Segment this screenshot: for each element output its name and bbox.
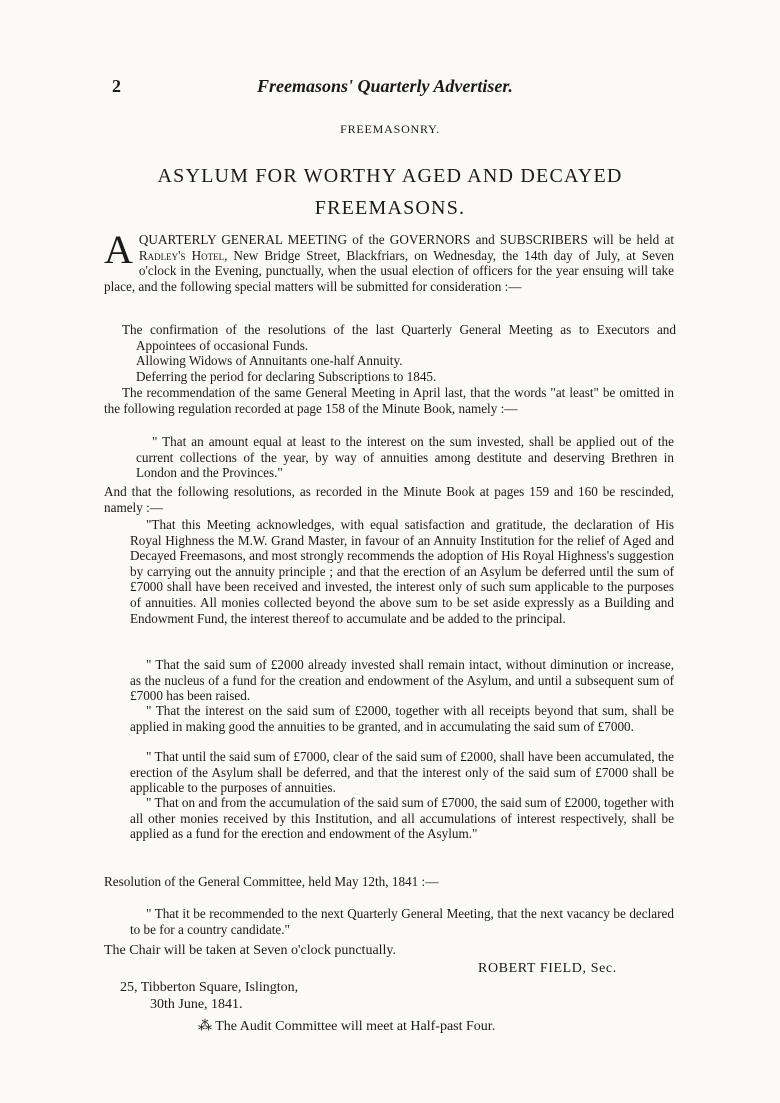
quote-regulation: " That an amount equal at least to the interest on the sum invested, shall be applied out of the current collections of the year, by way of annuities among destitute and deserving Brethren in London and the Provinces." bbox=[136, 434, 674, 481]
matter-1: The confirmation of the resolutions of the last Quarterly General Meeting as to Executors and Appointees of occasional Funds. bbox=[122, 322, 676, 353]
intro-text-2: , New Bridge Street, Blackfriars, on Wednesday, the 14th day of July, at Seven o'clock in the Evening, punctually, when the usual election of officers for the year ensuing will take place, and the following special matters will be submitted for consideration :— bbox=[104, 247, 675, 294]
title-line-2: FREEMASONS. bbox=[314, 197, 466, 219]
page-number: 2 bbox=[112, 76, 121, 96]
signature: ROBERT FIELD, Sec. bbox=[478, 961, 617, 976]
section-label: FREEMASONRY. bbox=[340, 122, 440, 136]
address: 25, Tibberton Square, Islington, bbox=[120, 980, 299, 995]
quote-country-candidate: " That it be recommended to the next Quarterly General Meeting, that the next vacancy be declared to be for a country candidate." bbox=[130, 906, 674, 937]
resolution-1: "That this Meeting acknowledges, with equal satisfaction and gratitude, the declaration of His Royal Highness the M.W. Grand Master, in favour of an Annuity Institution for the relief of Aged and Decayed Freemasons, and most strongly recommends the adoption of His Royal Highness's suggestion by carrying out the annuity principle ; and that the erection of an Asylum be deferred until the sum of £7000 shall have been received and invested, the interest only of such sum applicable to the purposes of annuities. All monies collected beyond the above sum to be set aside expressly as a Building and Endowment Fund, the interest thereof to accumulate and be added to the principal. bbox=[130, 517, 674, 626]
intro-paragraph bbox=[104, 227, 675, 294]
letter-date: 30th June, 1841. bbox=[150, 997, 243, 1012]
chair-notice: The Chair will be taken at Seven o'clock punctually. bbox=[104, 943, 397, 958]
resolution-3: " That the interest on the said sum of £2000, together with all receipts beyond that sum, shall be applied in making good the annuities to be granted, and in accumulating the said sum of £7000. bbox=[130, 703, 674, 734]
intro-text-1: QUARTERLY GENERAL MEETING of the GOVERNORS and SUBSCRIBERS will be held at bbox=[138, 232, 674, 247]
drop-cap: A bbox=[104, 227, 133, 272]
resolution-4: " That until the said sum of £7000, clear of the said sum of £2000, shall have been accumulated, the erection of the Asylum shall be deferred, and that the interest only of the said sum of £7000 shall be applicable to the purposes of annuities. bbox=[130, 749, 674, 796]
hotel-name: Radley's Hotel bbox=[138, 247, 225, 263]
matter-3: Deferring the period for declaring Subscriptions to 1845. bbox=[136, 369, 437, 384]
rescind-intro: And that the following resolutions, as recorded in the Minute Book at pages 159 and 160 be rescinded, namely :— bbox=[104, 484, 674, 515]
title-line-1: ASYLUM FOR WORTHY AGED AND DECAYED bbox=[157, 165, 623, 187]
recommendation-paragraph: The recommendation of the same General Meeting in April last, that the words "at least" be omitted in the following regulation recorded at page 158 of the Minute Book, namely :— bbox=[104, 385, 674, 416]
committee-resolution: Resolution of the General Committee, held May 12th, 1841 :— bbox=[104, 874, 439, 889]
audit-note: ⁂ The Audit Committee will meet at Half-past Four. bbox=[198, 1019, 496, 1034]
resolution-5: " That on and from the accumulation of the said sum of £7000, the said sum of £2000, together with all other monies received by this Institution, and all accumulations of interest respectively, shall be applied as a fund for the erection and endowment of the Asylum." bbox=[130, 795, 674, 842]
running-title: Freemasons' Quarterly Advertiser. bbox=[257, 76, 513, 96]
page-title bbox=[0, 160, 780, 224]
resolution-2: " That the said sum of £2000 already invested shall remain intact, without diminution or increase, as the nucleus of a fund for the creation and endowment of the Asylum, and until a subsequent sum of £7000 has been raised. bbox=[130, 657, 674, 704]
running-header bbox=[112, 76, 672, 100]
matter-2: Allowing Widows of Annuitants one-half Annuity. bbox=[136, 353, 403, 368]
